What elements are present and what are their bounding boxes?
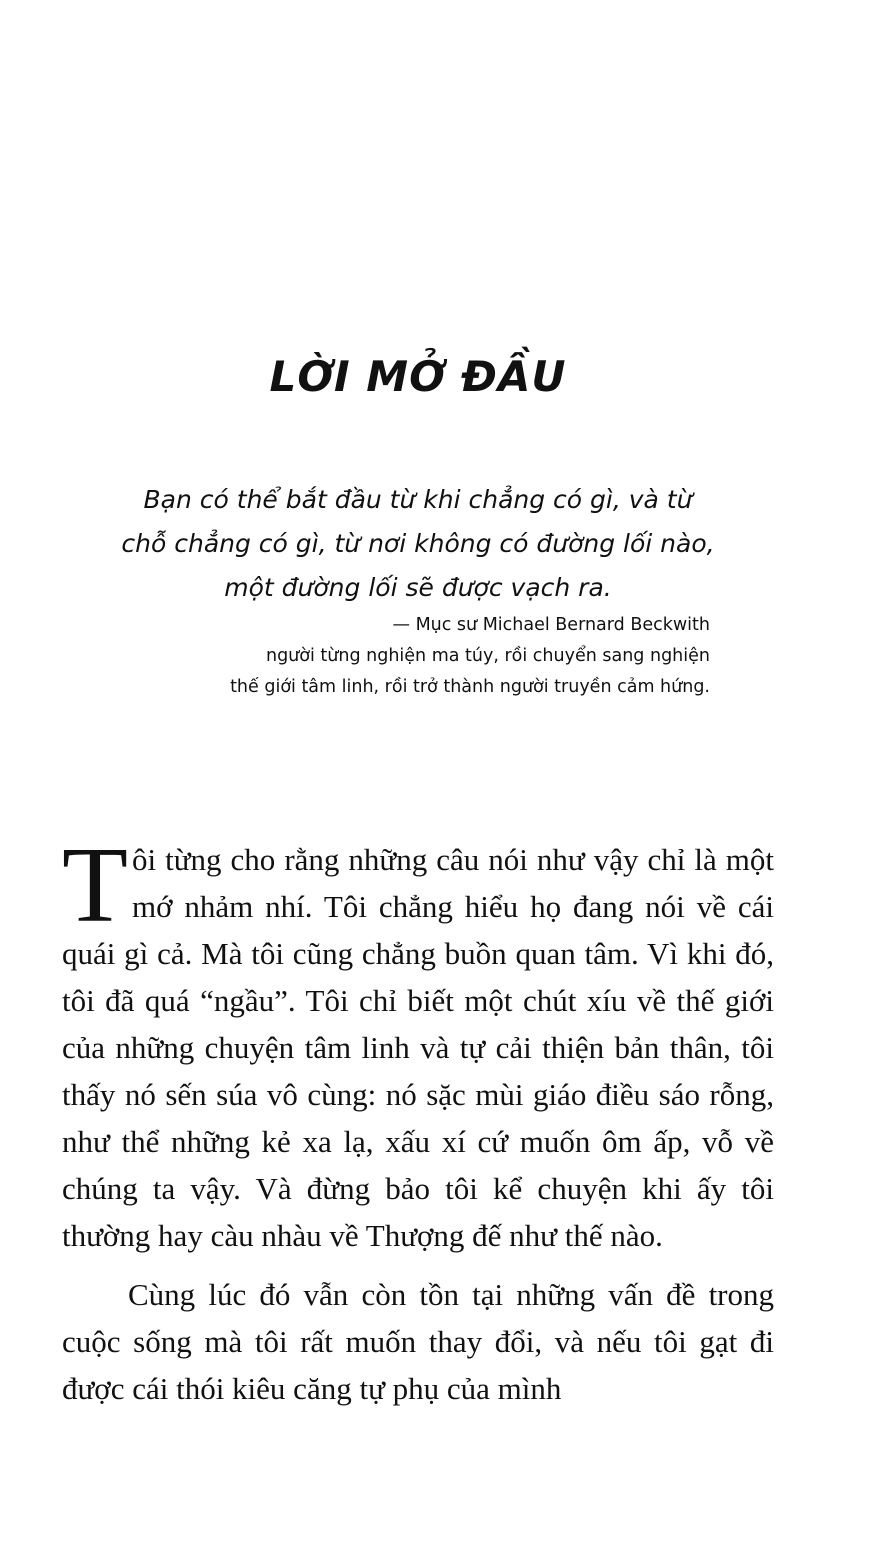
- chapter-title: LỜI MỞ ĐẦU: [269, 352, 567, 401]
- epigraph-quote: Bạn có thể bắt đầu từ khi chẳng có gì, và từ chỗ chẳng có gì, từ nơi không có đường lối nào, một đường lối sẽ được vạch ra.: [121, 485, 715, 602]
- epigraph-author: — Mục sư Michael Bernard Beckwith: [392, 615, 710, 635]
- epigraph-description-line-2: thế giới tâm linh, rồi trở thành người truyền cảm hứng.: [230, 677, 710, 697]
- epigraph-attribution: [200, 610, 710, 703]
- drop-cap: T: [62, 826, 128, 945]
- body-text: [62, 826, 774, 1412]
- body-paragraph-2: Cùng lúc đó vẫn còn tồn tại những vấn đề trong cuộc sống mà tôi rất muốn thay đổi, và nếu tôi gạt đi được cái thói kiêu căng tự phụ của mình: [62, 1277, 774, 1406]
- body-paragraph-1: [62, 826, 774, 1259]
- body-paragraph-1-text: ôi từng cho rằng những câu nói như vậy chỉ là một mớ nhảm nhí. Tôi chẳng hiểu họ đang nói về cái quái gì cả. Mà tôi cũng chẳng buồn quan tâm. Vì khi đó, tôi đã quá “ngầu”. Tôi chỉ biết một chút xíu về thế giới của những chuyện tâm linh và tự cải thiện bản thân, tôi thấy nó sến súa vô cùng: nó sặc mùi giáo điều sáo rỗng, như thể những kẻ xa lạ, xấu xí cứ muốn ôm ấp, vỗ về chúng ta vậy. Và đừng bảo tôi kể chuyện khi ấy tôi thường hay càu nhàu về Thượng đế như thế nào.: [62, 842, 774, 1253]
- epigraph-description-line-1: người từng nghiện ma túy, rồi chuyển sang nghiện: [265, 646, 710, 666]
